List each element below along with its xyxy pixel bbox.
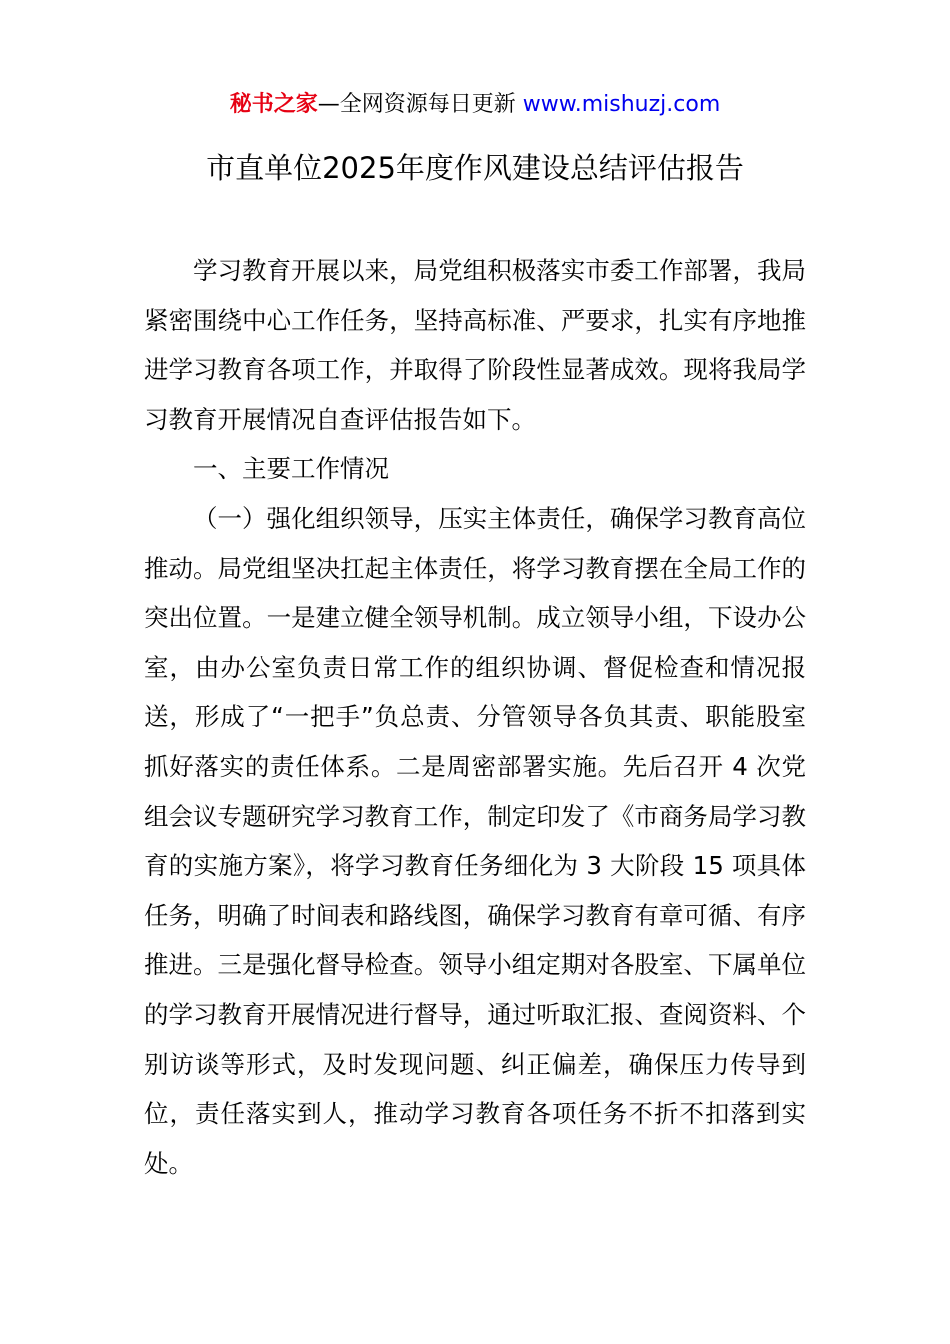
brand-name: 秘书之家	[229, 92, 318, 117]
document-body	[144, 246, 806, 1188]
site-header	[0, 88, 950, 122]
intro-paragraph: 学习教育开展以来，局党组积极落实市委工作部署，我局紧密围绕中心工作任务，坚持高标准、严要求，扎实有序地推进学习教育各项工作，并取得了阶段性显著成效。现将我局学习教育开展情况自查评估报告如下。	[144, 256, 806, 434]
section-paragraph: （一）强化组织领导，压实主体责任，确保学习教育高位推动。局党组坚决扛起主体责任，将学习教育摆在全局工作的突出位置。一是建立健全领导机制。成立领导小组，下设办公室，由办公室负责日常工作的组织协调、督促检查和情况报送，形成了“一把手”负总责、分管领导各负其责、职能股室抓好落实的责任体系。二是周密部署实施。先后召开 4 次党组会议专题研究学习教育工作，制定印发了《市商务局学习教育的实施方案》，将学习教育任务细化为 3 大阶段 15 项具体任务，明确了时间表和路线图，确保学习教育有章可循、有序推进。三是强化督导检查。领导小组定期对各股室、下属单位的学习教育开展情况进行督导，通过听取汇报、查阅资料、个别访谈等形式，及时发现问题、纠正偏差，确保压力传导到位，责任落实到人，推动学习教育各项任务不折不扣落到实处。	[144, 503, 806, 1178]
document-title: 市直单位2025年度作风建设总结评估报告	[206, 151, 744, 185]
section-heading: 一、主要工作情况	[193, 454, 389, 484]
site-url-link[interactable]: www.mishuzj.com	[522, 92, 721, 117]
header-tagline: —全网资源每日更新	[317, 92, 523, 117]
